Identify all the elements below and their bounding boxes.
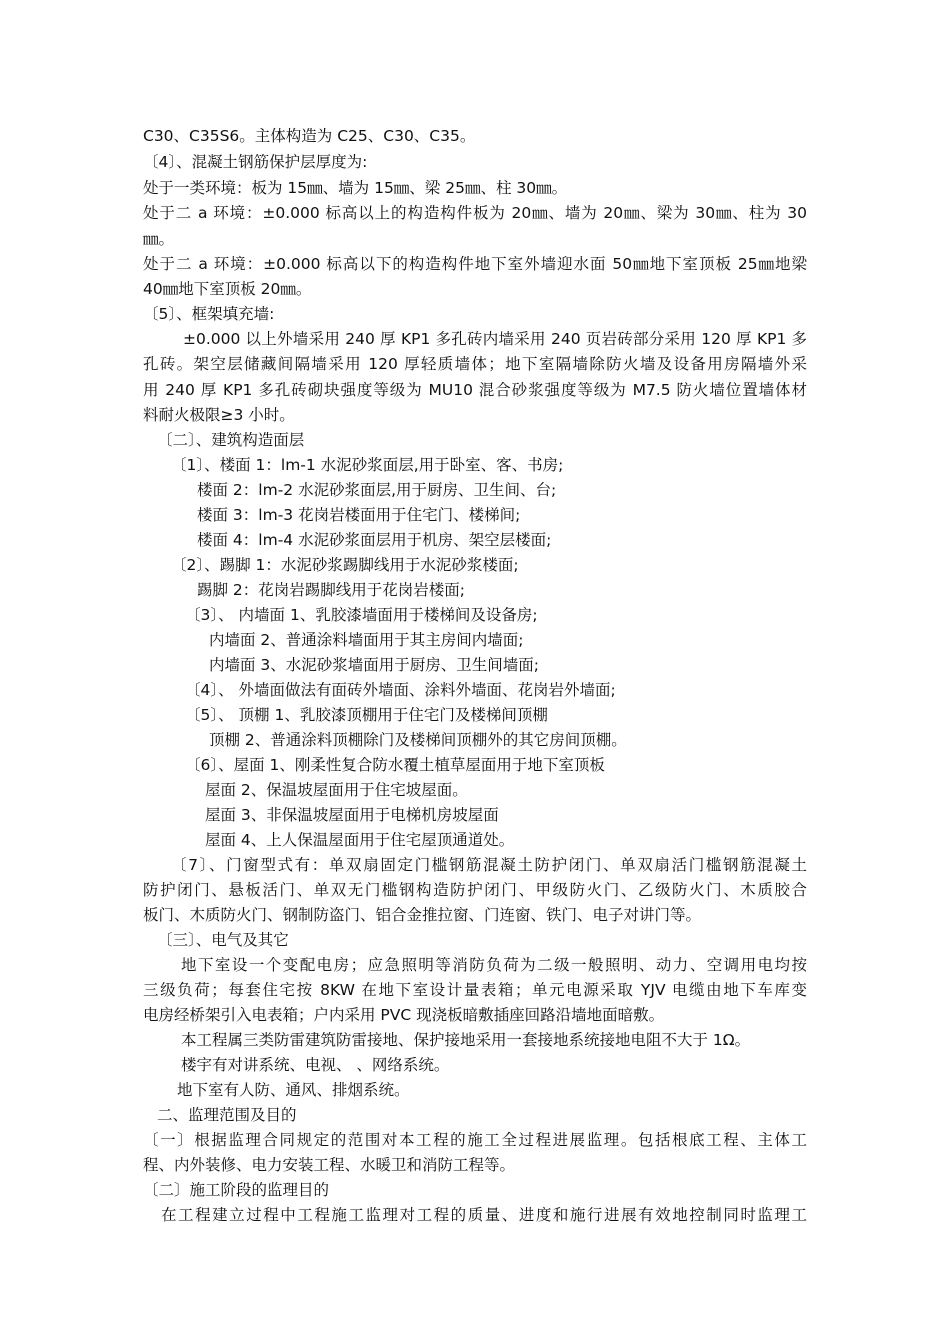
paragraph-line: 本工程属三类防雷建筑防雷接地、保护接地采用一套接地系统接地电阻不大于 1Ω。 [181, 1031, 751, 1049]
paragraph-line: 〔7〕、门窗型式有：单双扇固定门槛钢筋混凝土防护闭门、单双扇活门槛钢筋混凝土 [171, 856, 807, 874]
list-item: 内墙面 2、普通涂料墙面用于其主房间内墙面; [209, 631, 524, 649]
section-heading: 〔4〕、混凝土钢筋保护层厚度为: [143, 153, 368, 171]
paragraph-line: 用 240 厚 KP1 多孔砖砌块强度等级为 MU10 混合砂浆强度等级为 M7.5 防火墙位置墙体材 [143, 381, 807, 399]
text-line: C30、C35S6。主体构造为 C25、C30、C35。 [143, 127, 476, 145]
list-item: 踢脚 2：花岗岩踢脚线用于花岗岩楼面; [197, 581, 466, 599]
list-item: 楼面 2：lm-2 水泥砂浆面层,用于厨房、卫生间、台; [197, 481, 557, 499]
list-item: 〔6〕、屋面 1、刚柔性复合防水覆土植草屋面用于地下室顶板 [185, 756, 605, 774]
list-item: 〔5〕、 顶棚 1、乳胶漆顶棚用于住宅门及楼梯间顶棚 [185, 706, 548, 724]
text-line: 处于一类环境：板为 15㎜、墙为 15㎜、梁 25㎜、柱 30㎜。 [143, 179, 568, 197]
paragraph-line: 程、内外装修、电力安装工程、水暖卫和消防工程等。 [143, 1156, 516, 1174]
list-item: 〔2〕、踢脚 1：水泥砂浆踢脚线用于水泥砂浆楼面; [171, 556, 519, 574]
section-heading: 〔二〕、建筑构造面层 [157, 431, 305, 449]
paragraph-line: 电房经桥架引入电表箱；户内采用 PVC 现浇板暗敷插座回路沿墙地面暗敷。 [143, 1006, 665, 1024]
text-line: 40㎜地下室顶板 20㎜。 [143, 280, 312, 298]
list-item: 屋面 3、非保温坡屋面用于电梯机房坡屋面 [205, 806, 499, 824]
section-heading: 二、监理范围及目的 [157, 1106, 297, 1124]
list-item: 楼面 4：lm-4 水泥砂浆面层用于机房、架空层楼面; [197, 531, 552, 549]
list-item: 屋面 2、保温坡屋面用于住宅坡屋面。 [205, 781, 468, 799]
text-line: 处于二 a 环境：±0.000 标高以下的构造构件地下室外墙迎水面 50㎜地下室顶板 25㎜地梁 [143, 255, 807, 273]
paragraph-line: 孔砖。架空层储藏间隔墙采用 120 厚轻质墙体；地下室隔墙除防火墙及设备用房隔墙外采 [143, 355, 807, 373]
list-item: 顶棚 2、普通涂料顶棚除门及楼梯间顶棚外的其它房间顶棚。 [209, 731, 627, 749]
paragraph-line: 板门、木质防火门、钢制防盗门、铝合金推拉窗、门连窗、铁门、电子对讲门等。 [143, 906, 702, 924]
list-item: 内墙面 3、水泥砂浆墙面用于厨房、卫生间墙面; [209, 656, 540, 674]
section-heading: 〔三〕、电气及其它 [157, 931, 289, 949]
list-item: 楼面 3：lm-3 花岗岩楼面用于住宅门、楼梯间; [197, 506, 521, 524]
list-item: 〔4〕、 外墙面做法有面砖外墙面、涂料外墙面、花岗岩外墙面; [185, 681, 616, 699]
paragraph-line: 三级负荷；每套住宅按 8KW 在地下室设计量表箱；单元电源采取 YJV 电缆由地下车库变 [143, 981, 807, 999]
paragraph-line: 地下室设一个变配电房；应急照明等消防负荷为二级一般照明、动力、空调用电均按 [181, 956, 807, 974]
paragraph-line: ±0.000 以上外墙采用 240 厚 KP1 多孔砖内墙采用 240 页岩砖部分采用 120 厚 KP1 多 [183, 330, 807, 348]
paragraph-line: 防护闭门、悬板活门、单双无门槛钢构造防护闭门、甲级防火门、乙级防火门、木质胶合 [143, 881, 807, 899]
list-item: 〔3〕、 内墙面 1、乳胶漆墙面用于楼梯间及设备房; [185, 606, 538, 624]
list-item: 屋面 4、上人保温屋面用于住宅屋顶通道处。 [205, 831, 515, 849]
list-item: 〔1〕、楼面 1：lm-1 水泥砂浆面层,用于卧室、客、书房; [171, 456, 564, 474]
paragraph-line: 料耐火极限≥3 小时。 [143, 406, 295, 424]
paragraph-line: 在工程建立过程中工程施工监理对工程的质量、进度和施行进展有效地控制同时监理工 [161, 1206, 807, 1224]
text-line: ㎜。 [143, 230, 175, 248]
paragraph-line: 地下室有人防、通风、排烟系统。 [177, 1081, 410, 1099]
section-heading: 〔5〕、框架填充墙: [143, 305, 275, 323]
text-line: 处于二 a 环境：±0.000 标高以上的构造构件板为 20㎜、墙为 20㎜、梁为 30㎜、柱为 30 [143, 204, 807, 222]
paragraph-line: 〔一〕根据监理合同规定的范围对本工程的施工全过程进展监理。包括根底工程、主体工 [143, 1131, 807, 1149]
paragraph-line: 楼宇有对讲系统、电视、 、网络系统。 [181, 1056, 450, 1074]
section-heading: 〔二〕施工阶段的监理目的 [143, 1181, 330, 1199]
